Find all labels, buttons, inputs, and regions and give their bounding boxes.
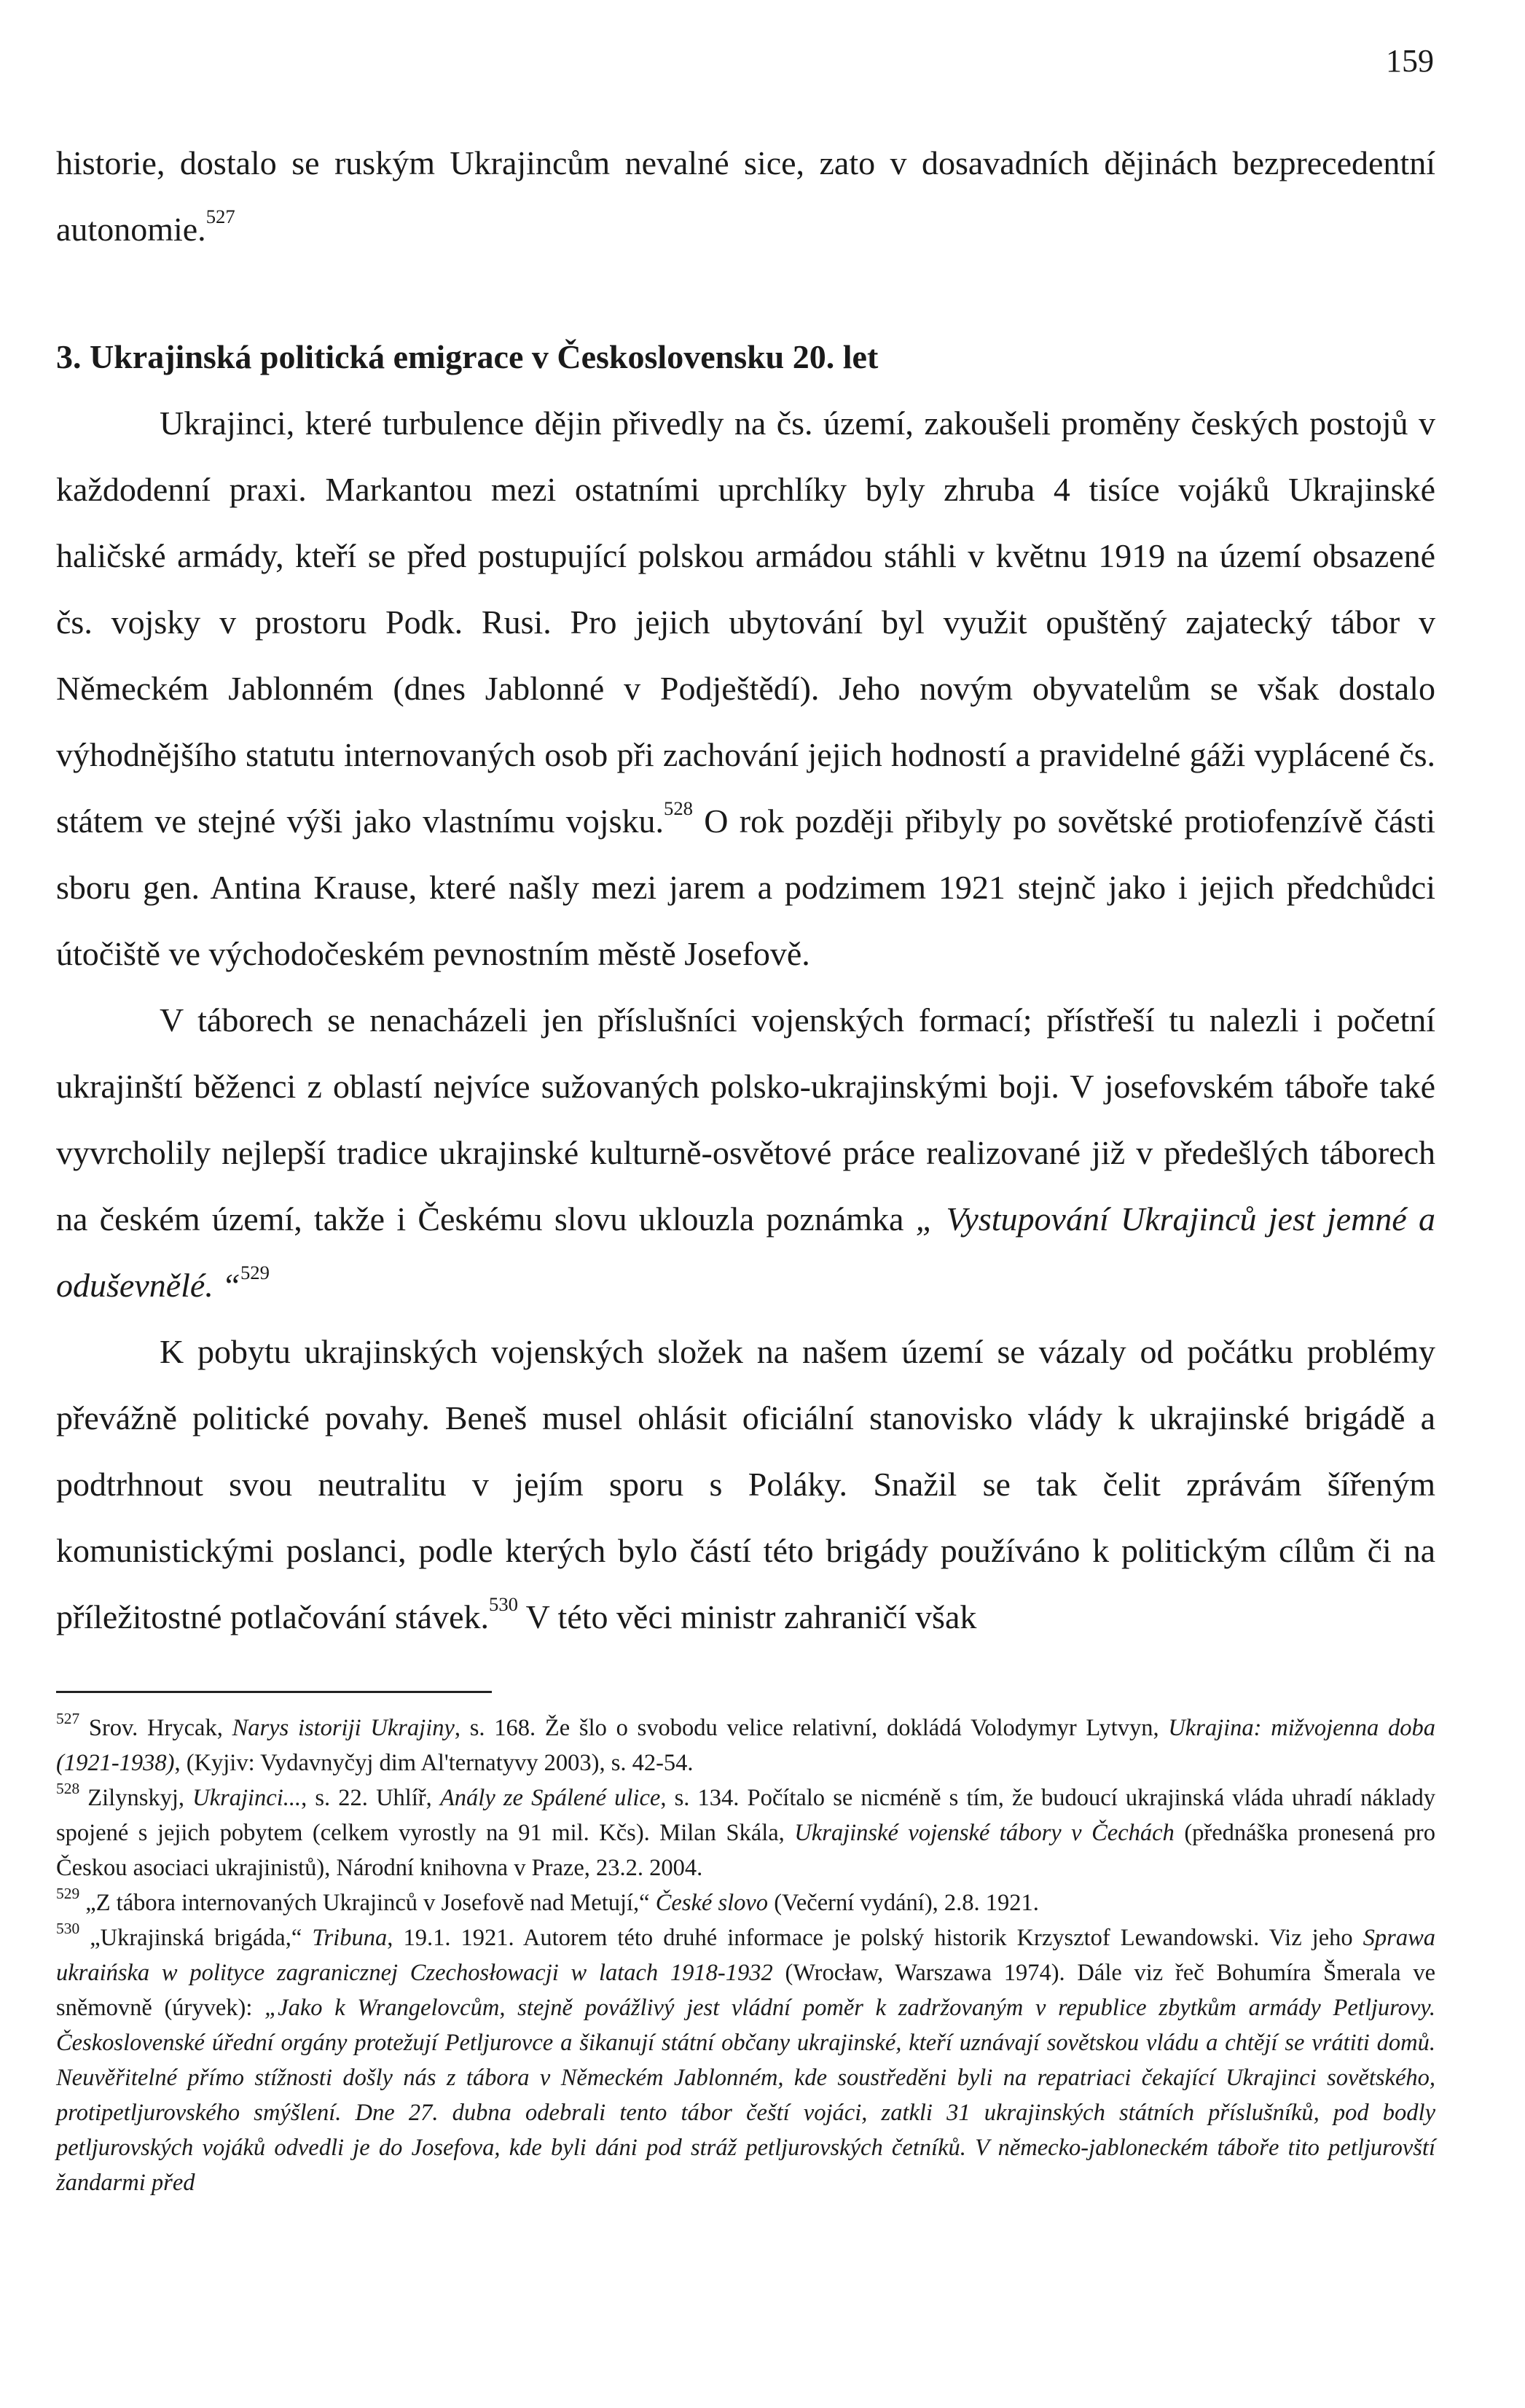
footnote-ref-528: 528 [663,797,693,819]
footnote-title: České slovo [655,1890,769,1916]
paragraph-text: historie, dostalo se ruským Ukrajincům nevalné sice, zato v dosavadních dějinách bezprecedentní autonomie. [56,144,1435,248]
footnote-title: Ukrajinské vojenské tábory v Čechách [794,1820,1175,1846]
footnote-text: , 19.1. 1921. Autorem této druhé informace je polský historik Krzysztof Lewandowski. Viz jeho [387,1925,1363,1951]
footnotes [56,1711,1435,2200]
paragraph [56,1318,1435,1650]
footnote-number: 530 [56,1919,80,1937]
footnote-title: Narys istoriji Ukrajiny [232,1715,455,1741]
footnote-text: , s. 168. Že šlo o svobodu velice relativní, dokládá Volodymyr Lytvyn, [454,1715,1169,1741]
paragraph-text: V táborech se nenacházeli jen příslušníci vojenských formací; přístřeší tu nalezli i početní ukrajinští běženci z oblastí nejvíce sužovaných polsko-ukrajinskými boji. V josefovském táboře také vyvrcholily nejlepší tradice ukrajinské kulturně-osvětové práce realizované již v předešlých táborech na českém území, takže i Českému slovu uklouzla poznámka [56,1001,1435,1238]
footnote-text: Zilynskyj, [79,1785,193,1811]
footnote-ref-529: 529 [240,1262,270,1283]
paragraph-text: V této věci ministr zahraničí však [518,1598,977,1635]
footnote-title: Anály ze Spálené ulice [439,1785,661,1811]
footnote-ref-530: 530 [488,1593,518,1615]
paragraph-text: O rok později přibyly po sovětské protiofenzívě části sboru gen. Antina Krause, které našly mezi jarem a podzimem 1921 stejnč jako i jejich předchůdci útočiště ve východočeském pevnostním městě Josefově. [56,802,1435,972]
paragraph-continuation [56,130,1435,262]
footnote-529 [56,1885,1435,1920]
paragraph [56,987,1435,1318]
footnote-number: 529 [56,1884,80,1902]
footnote-text: „Z tábora internovaných Ukrajinců v Josefově nad Metují,“ [79,1890,656,1916]
quotation: „ Vystupování Ukrajinců jest jemné a oduševnělé. “ [56,1200,1435,1304]
footnote-527 [56,1711,1435,1780]
footnote-text: , s. 22. Uhlíř, [301,1785,440,1811]
page-number: 159 [1386,43,1434,79]
footnote-separator [56,1691,492,1693]
footnote-title: Ukrajina: mižvojenna doba (1921-1938) [56,1715,1436,1776]
footnote-number: 527 [56,1709,80,1727]
footnote-ref-527: 527 [205,206,235,227]
paragraph-text: K pobytu ukrajinských vojenských složek na našem území se vázaly od počátku problémy převážně politické povahy. Beneš musel ohlásit oficiální stanovisko vlády k ukrajinské brigádě a podtrhnout svou neutralitu v jejím sporu s Poláky. Snažil se tak čelit zprávám šířeným komunistickými poslanci, podle kterých bylo částí této brigády používáno k politickým cílům či na příležitostné potlačování stávek. [56,1333,1435,1635]
footnote-530 [56,1920,1435,2200]
paragraph [56,390,1435,987]
paragraph-text: Ukrajinci, které turbulence dějin přivedly na čs. území, zakoušeli proměny českých postojů v každodenní praxi. Markantou mezi ostatními uprchlíky byly zhruba 4 tisíce vojáků Ukrajinské haličské armády, kteří se před postupující polskou armádou stáhli v květnu 1919 na území obsazené čs. vojsky v prostoru Podk. Rusi. Pro jejich ubytování byl využit opuštěný zajatecký tábor v Německém Jablonném (dnes Jablonné v Podještědí). Jeho novým obyvatelům se však dostalo výhodnějšího statutu internovaných osob při zachování jejich hodností a pravidelné gáži vyplácené čs. státem ve stejné výši jako vlastnímu vojsku. [56,404,1435,840]
footnote-text: (Wrocław, Warszawa 1974). Dále viz řeč Bohumíra Šmerala ve sněmovně (úryvek): [56,1960,1435,2021]
footnote-text: , (Kyjiv: Vydavnyčyj dim Al'ternatyvy 2003), s. 42-54. [174,1750,694,1776]
footnote-text: (přednáška pronesená pro Českou asociaci ukrajinistů), Národní knihovna v Praze, 23.2. 2004. [56,1820,1435,1881]
footnote-text: Srov. Hrycak, [79,1715,232,1741]
footnote-text: „Ukrajinská brigáda,“ [79,1925,313,1951]
main-text [56,130,1435,1650]
footnote-title: Sprawa ukraińska w polityce zagranicznej Czechosłowacji w latach 1918-1932 [56,1925,1435,1986]
footnote-quotation: „Jako k Wrangelovcům, stejně povážlivý jest vládní poměr k zadržovaným v republice zbytkům armády Petljurovy. Československé úřední orgány protežují Petljurovce a šikanují státní občany ukrajinské, kteří uznávají sovětskou vládu a chtějí se vrátiti domů. Neuvěřitelné přímo stížnosti došly nás z tábora v Německém Jablonném, kde soustředěni byli na repatriaci čekající Ukrajinci sovětského, protipetljurovského smýšlení. Dne 27. dubna odebrali tento tábor čeští vojáci, zatkli 31 ukrajinských státních příslušníků, pod bodly petljurovských vojáků odvedli je do Josefova, kde byli dáni pod stráž petljurovských četníků. V německo-jabloneckém táboře tito petljurovští žandarmi před [56,1995,1435,2196]
footnote-title: Tribuna [312,1925,388,1951]
footnote-number: 528 [56,1779,80,1797]
footnote-title: Ukrajinci... [192,1785,302,1811]
footnote-text: (Večerní vydání), 2.8. 1921. [768,1890,1039,1916]
section-heading: 3. Ukrajinská politická emigrace v Československu 20. let [56,338,879,375]
footnote-528 [56,1780,1435,1885]
footnote-text: , s. 134. Počítalo se nicméně s tím, že budoucí ukrajinská vláda uhradí náklady spojené s jejich pobytem (celkem vyrostly na 91 mil. Kčs). Milan Skála, [56,1785,1436,1846]
